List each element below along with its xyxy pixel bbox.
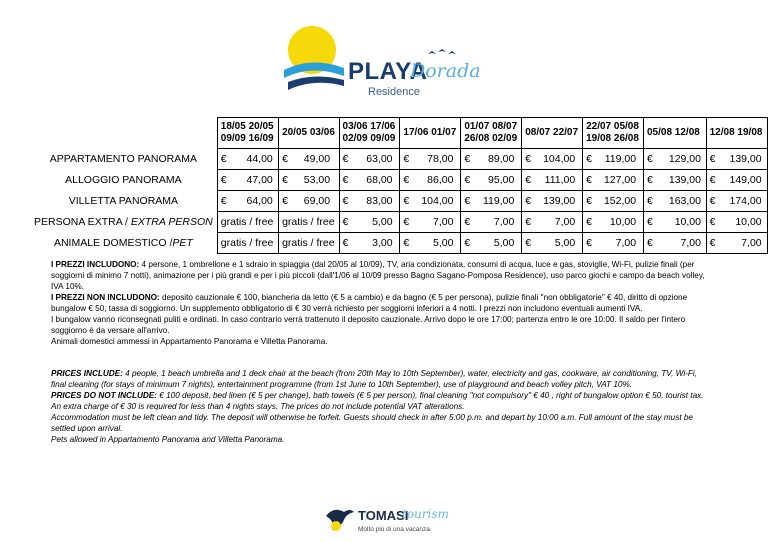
row-label-text: APPARTAMENTO PANORAMA: [49, 153, 197, 165]
price-amount: 68,00: [366, 174, 393, 186]
notes-english: [51, 368, 711, 445]
price-amount: 63,00: [366, 153, 393, 165]
price-table: [30, 117, 768, 254]
price-cell: [643, 191, 706, 212]
currency-symbol: €: [586, 237, 592, 249]
currency-symbol: €: [586, 195, 592, 207]
price-cell: [706, 170, 767, 191]
row-label-text: VILLETTA PANORAMA: [68, 195, 179, 207]
currency-symbol: €: [342, 174, 349, 186]
period-header: [706, 118, 767, 149]
price-cell: [583, 170, 644, 191]
table-row: [30, 170, 768, 191]
currency-symbol: €: [709, 195, 716, 207]
price-cell: [522, 233, 583, 254]
includes-label-it: I PREZZI INCLUDONO:: [51, 260, 140, 269]
currency-symbol: €: [646, 195, 653, 207]
currency-symbol: €: [646, 216, 653, 228]
row-label: [30, 170, 217, 191]
price-cell: [583, 233, 644, 254]
price-cell: [217, 170, 278, 191]
price-amount: 53,00: [303, 174, 331, 186]
price-cell: [461, 212, 522, 233]
period-header-line: 17/06 01/07: [403, 127, 457, 138]
price-cell: [522, 212, 583, 233]
currency-symbol: €: [646, 237, 653, 249]
price-amount: 3,00: [372, 237, 393, 249]
bird-icon: [322, 502, 356, 536]
currency-symbol: €: [525, 153, 532, 165]
currency-symbol: €: [464, 195, 471, 207]
currency-symbol: €: [342, 237, 349, 249]
price-amount: 174,00: [729, 195, 762, 207]
table-row: [30, 149, 768, 170]
price-amount: 83,00: [366, 195, 393, 207]
price-amount: 111,00: [544, 174, 576, 186]
price-cell: [339, 149, 400, 170]
row-label-text: ANIMALE DOMESTICO /: [53, 237, 173, 249]
price-amount: 129,00: [668, 153, 701, 165]
price-cell: [339, 191, 400, 212]
currency-symbol: €: [464, 216, 471, 228]
period-header-line: 12/08 19/08: [709, 127, 763, 138]
tomasi-tourism-logo: [322, 500, 449, 540]
table-row: [30, 212, 768, 233]
price-amount: 69,00: [303, 195, 331, 207]
currency-symbol: €: [282, 153, 288, 165]
price-cell: [706, 233, 767, 254]
price-amount: 5,00: [372, 216, 393, 228]
currency-symbol: €: [709, 237, 716, 249]
footer-tagline: Molto più di una vacanza.: [358, 526, 432, 533]
price-cell: [583, 212, 644, 233]
currency-symbol: €: [403, 174, 410, 186]
row-label: [30, 212, 217, 233]
price-cell: [279, 170, 339, 191]
playa-dorada-logo: [282, 20, 482, 106]
footer-brand-script: tourism: [402, 507, 449, 521]
price-amount: 95,00: [488, 174, 515, 186]
price-cell: [461, 170, 522, 191]
excludes-text-it: deposito cauzionale € 100, biancheria da letto (€ 5 a cambio) e da bagno (€ 5 per persona), pulizie finali "non obbligatorie" € 40, diritto di opzione bungalow € 50, tassa di soggiorno. Un supplemento obbligatorio di € 30 verrà richiesto per soggiorni inferiori a 4 notti. I prezzi non includono eventuali aumenti IVA.: [51, 293, 688, 313]
price-cell: [217, 191, 278, 212]
brand-name: PLAYA: [348, 58, 428, 85]
price-cell: [217, 149, 278, 170]
currency-symbol: €: [646, 153, 653, 165]
price-amount: 10,00: [609, 216, 637, 228]
period-header-line: 01/07 08/07: [464, 121, 518, 132]
price-amount: 78,00: [427, 153, 454, 165]
price-cell: [706, 191, 767, 212]
row-label: [30, 191, 217, 212]
period-header: [400, 118, 461, 149]
price-cell: [643, 149, 706, 170]
currency-symbol: €: [220, 195, 227, 207]
notes-italian: [51, 259, 711, 347]
currency-symbol: €: [709, 174, 716, 186]
price-amount: 119,00: [604, 153, 637, 165]
row-label: [30, 233, 217, 254]
table-row: [30, 191, 768, 212]
price-cell: [522, 149, 583, 170]
period-header: [461, 118, 522, 149]
price-cell: [643, 170, 706, 191]
price-cell: [279, 149, 339, 170]
period-header-line: 22/07 05/08: [586, 121, 639, 132]
currency-symbol: €: [342, 153, 349, 165]
pets-text-en: Pets allowed in Appartamento Panorama and Villetta Panorama.: [51, 435, 285, 444]
price-amount: 5,00: [554, 237, 576, 249]
currency-symbol: €: [525, 174, 532, 186]
price-cell: [400, 170, 461, 191]
currency-symbol: €: [525, 195, 532, 207]
price-cell: [643, 212, 706, 233]
price-amount: 119,00: [482, 195, 515, 207]
price-amount: 86,00: [427, 174, 454, 186]
row-label-text: PERSONA EXTRA /: [34, 216, 131, 228]
currency-symbol: €: [525, 216, 532, 228]
currency-symbol: €: [709, 216, 716, 228]
currency-symbol: €: [282, 174, 288, 186]
currency-symbol: €: [586, 216, 592, 228]
currency-symbol: €: [342, 195, 349, 207]
currency-symbol: €: [586, 174, 592, 186]
brand-subtitle: Residence: [368, 86, 420, 98]
currency-symbol: €: [403, 216, 410, 228]
period-header: [643, 118, 706, 149]
free-label: gratis / free: [220, 237, 274, 249]
price-amount: 44,00: [246, 153, 273, 165]
price-cell: [279, 233, 339, 254]
price-amount: 10,00: [674, 216, 701, 228]
currency-symbol: €: [403, 195, 410, 207]
price-cell: [339, 233, 400, 254]
free-label: gratis / free: [282, 237, 335, 249]
price-amount: 104,00: [421, 195, 454, 207]
table-header-row: [30, 118, 768, 149]
price-cell: [400, 149, 461, 170]
price-amount: 7,00: [493, 216, 515, 228]
period-header-line: 05/08 12/08: [646, 127, 700, 138]
price-cell: [522, 191, 583, 212]
currency-symbol: €: [709, 153, 716, 165]
rules-text-en: Accommodation must be left clean and tidy. The deposit will otherwise be forfeit. Guests should check in after 5:00 p.m. and depart by 10:00 a.m. Full amount of the stay must be settled upon arrival.: [51, 413, 693, 433]
period-header-line: 26/08 02/09: [464, 133, 518, 144]
rules-text-it: I bungalow vanno riconsegnati puliti e ordinati. In caso contrario verrà trattenuto il deposito cauzionale. Arrivo dopo le ore 17:00; partenza entro le ore 10:00. Il saldo per l'intero soggiorno è da versare all'arrivo.: [51, 315, 686, 335]
period-header-line: 08/07 22/07: [525, 127, 579, 138]
pets-text-it: Animali domestici ammessi in Appartamento Panorama e Villetta Panorama.: [51, 337, 328, 346]
currency-symbol: €: [646, 174, 653, 186]
price-amount: 7,00: [554, 216, 576, 228]
price-amount: 64,00: [246, 195, 273, 207]
period-header: [217, 118, 278, 149]
period-header-line: 20/05 03/06: [282, 127, 335, 138]
row-label-english: EXTRA PERSON: [130, 216, 213, 228]
period-header-line: 18/05 20/05: [220, 121, 274, 132]
period-header: [339, 118, 400, 149]
price-cell: [461, 191, 522, 212]
price-cell: [339, 212, 400, 233]
excludes-label-en: PRICES DO NOT INCLUDE:: [51, 391, 157, 400]
price-cell: [706, 149, 767, 170]
table-row: [30, 233, 768, 254]
period-header: [522, 118, 583, 149]
brand-script: Dorada: [410, 60, 481, 82]
price-amount: 149,00: [729, 174, 762, 186]
period-header-line: 09/09 16/09: [220, 133, 274, 144]
currency-symbol: €: [403, 237, 410, 249]
currency-symbol: €: [464, 237, 471, 249]
price-amount: 7,00: [680, 237, 701, 249]
price-cell: [583, 191, 644, 212]
price-amount: 139,00: [668, 174, 701, 186]
excludes-label-it: I PREZZI NON INCLUDONO:: [51, 293, 160, 302]
excludes-text-en: € 100 deposit, bed linen (€ 5 per change), bath towels (€ 5 per person), final cleaning "not compulsory" € 40 , right of bungalow option € 50, tourist tax. An extra charge of € 30 is required for less than 4 nights stays. The prices do not include potential VAT alterations.: [51, 391, 704, 411]
currency-symbol: €: [342, 216, 349, 228]
currency-symbol: €: [282, 195, 288, 207]
price-amount: 47,00: [246, 174, 273, 186]
price-cell: [400, 191, 461, 212]
price-amount: 5,00: [432, 237, 454, 249]
includes-text-it: 4 persone, 1 ombrellone e 1 sdraio in spiaggia (dal 20/05 al 10/09), TV, aria condizionata, consumi di acqua, luce e gas, stoviglie, Wi-Fi, pulizie finali (per soggiorni di minimo 7 notti), animazione per i più grandi e per i più piccoli (dall'1/06 al 10/09 presso Bagno Sagano-Pomposa Residence), uso parco giochi e campo da beach volley, IVA 10%.: [51, 260, 705, 291]
free-label: gratis / free: [220, 216, 274, 228]
price-amount: 152,00: [603, 195, 637, 207]
price-amount: 7,00: [741, 237, 762, 249]
price-amount: 139,00: [729, 153, 762, 165]
price-cell: [706, 212, 767, 233]
price-amount: 7,00: [615, 237, 637, 249]
price-cell: [643, 233, 706, 254]
includes-label-en: PRICES INCLUDE:: [51, 369, 123, 378]
period-header-line: 02/09 09/09: [342, 133, 396, 144]
price-amount: 5,00: [493, 237, 515, 249]
includes-text-en: 4 people, 1 beach umbrella and 1 deck chair at the beach (from 20th May to 10th September), water, electricity and gas, cookware, air conditioning, TV, Wi-Fi, final cleaning (for stays of minimum 7 nights), entertainment programme (from 1st June to 10th September), use of playground and beach volley pitch, VAT 10%.: [51, 369, 697, 389]
price-cell: [400, 233, 461, 254]
price-cell: [461, 233, 522, 254]
price-cell: [522, 170, 583, 191]
price-cell: [461, 149, 522, 170]
period-header: [279, 118, 339, 149]
currency-symbol: €: [525, 237, 532, 249]
price-amount: 163,00: [668, 195, 701, 207]
period-header-line: 19/08 26/08: [586, 133, 639, 144]
price-cell: [339, 170, 400, 191]
currency-symbol: €: [220, 153, 227, 165]
currency-symbol: €: [586, 153, 592, 165]
price-amount: 127,00: [603, 174, 637, 186]
currency-symbol: €: [464, 153, 471, 165]
price-cell: [279, 191, 339, 212]
price-cell: [217, 233, 278, 254]
price-cell: [279, 212, 339, 233]
period-header: [583, 118, 644, 149]
free-label: gratis / free: [282, 216, 335, 228]
currency-symbol: €: [464, 174, 471, 186]
row-label-english: PET: [172, 237, 193, 249]
footer-brand-name: TOMASI: [358, 508, 409, 523]
price-cell: [583, 149, 644, 170]
price-amount: 49,00: [303, 153, 331, 165]
period-header-line: 03/06 17/06: [342, 121, 396, 132]
price-amount: 89,00: [488, 153, 515, 165]
header-blank-cell: [30, 118, 217, 149]
currency-symbol: €: [220, 174, 227, 186]
price-cell: [400, 212, 461, 233]
price-amount: 7,00: [432, 216, 454, 228]
row-label-text: ALLOGGIO PANORAMA: [65, 174, 182, 186]
row-label: [30, 149, 217, 170]
price-amount: 104,00: [543, 153, 576, 165]
currency-symbol: €: [403, 153, 410, 165]
price-amount: 10,00: [735, 216, 762, 228]
price-cell: [217, 212, 278, 233]
price-amount: 139,00: [543, 195, 576, 207]
